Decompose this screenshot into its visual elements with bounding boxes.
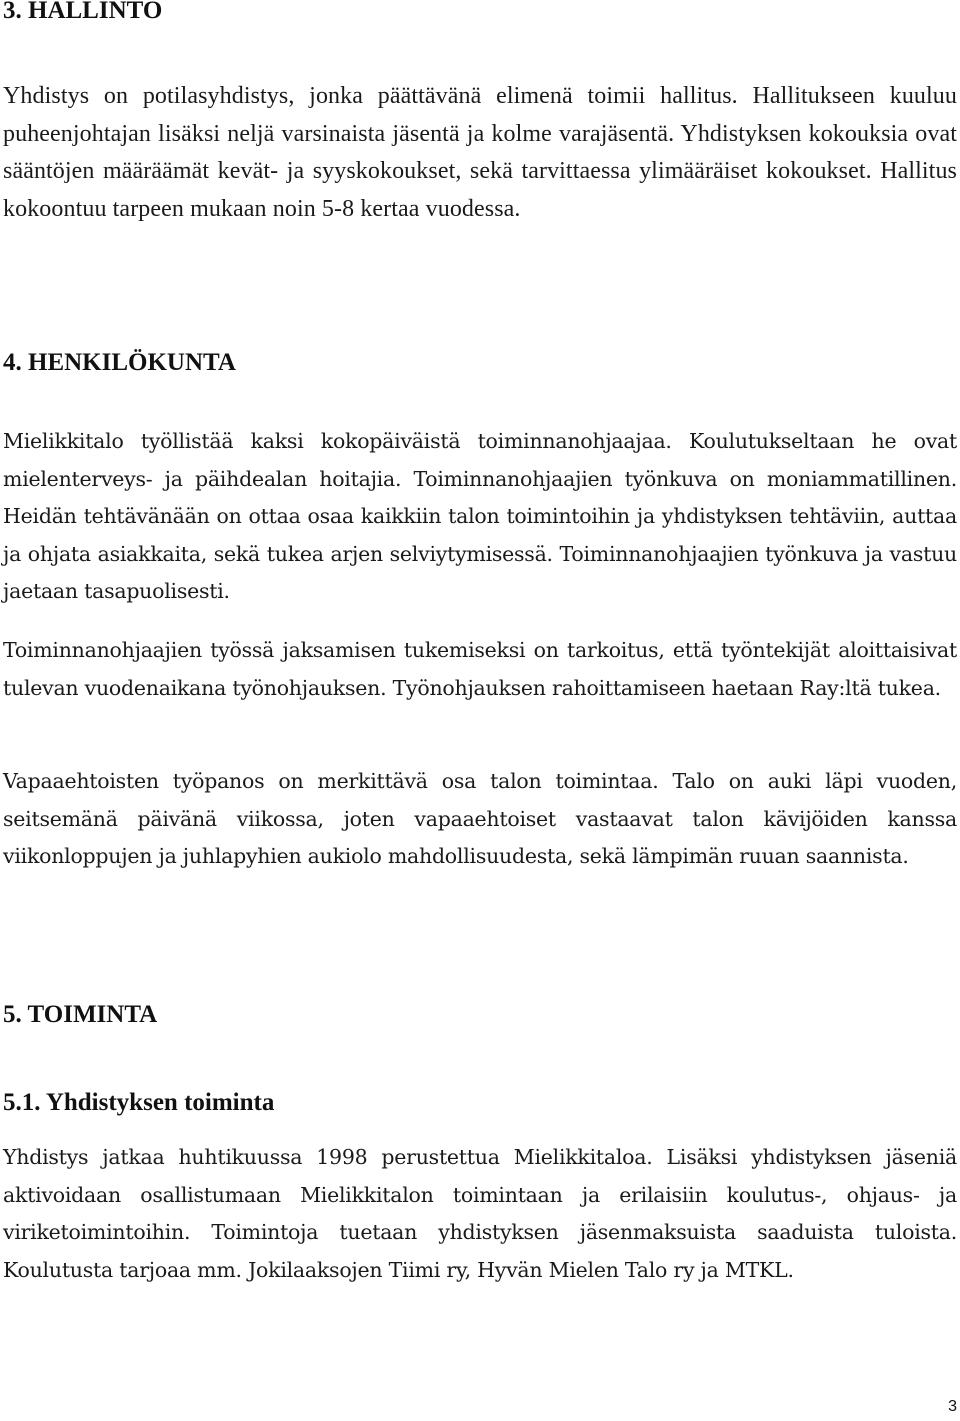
paragraph-hallinto: Yhdistys on potilasyhdistys, jonka päättävänä elimenä toimii hallitus. Hallitukseen kuuluu puheenjohtajan lisäksi neljä varsinaista jäsentä ja kolme varajäsentä. Yhdistyksen kokouksia ovat sääntöjen määräämät kevät- ja syyskokoukset, sekä tarvittaessa ylimääräiset kokoukset. Hallitus kokoontuu tarpeen mukaan noin 5-8 kertaa vuodessa. xyxy=(3,83,957,222)
paragraph-henkilokunta-1: Mielikkitalo työllistää kaksi kokopäiväistä toiminnanohjaajaa. Koulutukseltaan he ovat mielenterveys- ja päihdealan hoitajia. Toiminnanohjaajien työnkuva on moniammatillinen. Heidän tehtävänään on ottaa osaa kaikkiin talon toimintoihin ja yhdistyksen tehtäviin, auttaa ja ohjata asiakkaita, sekä tukea arjen selviytymisessä. Toiminnanohjaajien työnkuva ja vastuu jaetaan tasapuolisesti. xyxy=(3,429,957,604)
paragraph-henkilokunta-2: Toiminnanohjaajien työssä jaksamisen tukemiseksi on tarkoitus, että työntekijät aloittaisivat tulevan vuodenaikana työnohjauksen. Työnohjauksen rahoittamiseen haetaan Ray:ltä tukea. xyxy=(3,638,957,700)
subsection-heading-yhdistyksen-toiminta: 5.1. Yhdistyksen toiminta xyxy=(3,1089,275,1116)
paragraph-henkilokunta-3: Vapaaehtoisten työpanos on merkittävä osa talon toimintaa. Talo on auki läpi vuoden, seitsemänä päivänä viikossa, joten vapaaehtoiset vastaavat talon kävijöiden kanssa viikonloppujen ja juhlapyhien aukiolo mahdollisuudesta, sekä lämpimän ruuan saannista. xyxy=(3,769,957,869)
section-heading-toiminta: 5. TOIMINTA xyxy=(3,1001,158,1028)
section-heading-hallinto: 3. HALLINTO xyxy=(3,0,163,24)
page-number: 3 xyxy=(948,1398,957,1415)
paragraph-yhdistyksen-toiminta: Yhdistys jatkaa huhtikuussa 1998 perustettua Mielikkitaloa. Lisäksi yhdistyksen jäseniä aktivoidaan osallistumaan Mielikkitalon toimintaan ja erilaisiin koulutus-, ohjaus- ja viriketoimintoihin. Toimintoja tuetaan yhdistyksen jäsenmaksuista saaduista tuloista. Koulutusta tarjoaa mm. Jokilaaksojen Tiimi ry, Hyvän Mielen Talo ry ja MTKL. xyxy=(3,1145,957,1282)
section-heading-henkilokunta: 4. HENKILÖKUNTA xyxy=(3,349,236,376)
